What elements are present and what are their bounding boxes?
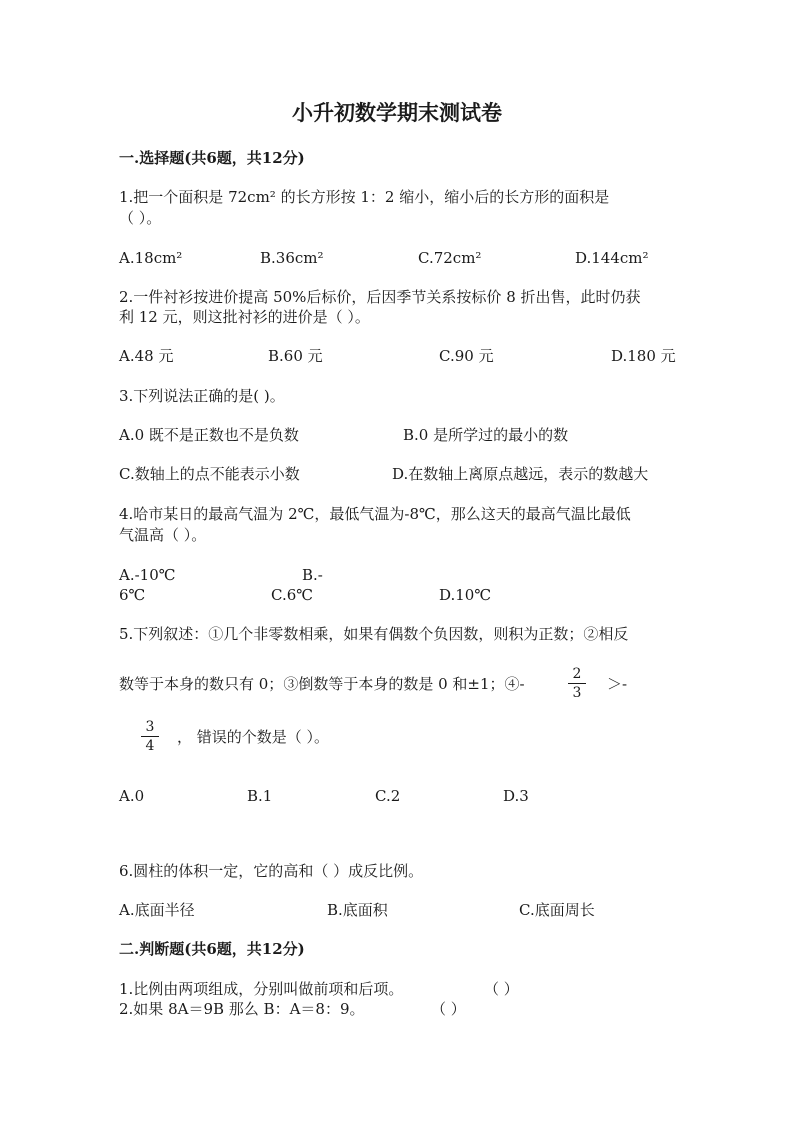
question-4-option-b: B.-	[302, 566, 323, 584]
question-2-option-c: C.90 元	[439, 347, 494, 365]
judgement-2-text: 2.如果 8A＝9B 那么 B：A＝8：9。	[119, 1000, 365, 1018]
judgement-2-blank: （ ）	[431, 1000, 466, 1018]
question-4-text: 4.哈市某日的最高气温为 2℃，最低气温为-8℃，那么这天的最高气温比最低	[119, 505, 631, 523]
question-5-text-end: ， 错误的个数是（ ）。	[177, 728, 330, 746]
question-5-comparison: ＞-	[607, 675, 628, 693]
question-3-option-b: B.0 是所学过的最小的数	[403, 426, 569, 444]
question-5-option-b: B.1	[247, 787, 273, 805]
question-1-option-b: B.36cm²	[260, 249, 324, 267]
fraction-three-quarters	[141, 719, 159, 754]
question-1-option-c: C.72cm²	[418, 249, 482, 267]
judgement-1-text: 1.比例由两项组成，分别叫做前项和后项。	[119, 980, 404, 998]
question-4-option-c: C.6℃	[271, 586, 314, 604]
question-2-text: 2.一件衬衫按进价提高 50%后标价，后因季节关系按标价 8 折出售，此时仍获	[119, 288, 641, 306]
question-2-option-d: D.180 元	[611, 347, 676, 365]
question-3-option-c: C.数轴上的点不能表示小数	[119, 465, 300, 483]
question-3-option-d: D.在数轴上离原点越远，表示的数越大	[392, 465, 649, 483]
question-1-option-d: D.144cm²	[575, 249, 649, 267]
section-heading-judgement: 二.判断题(共6题，共12分)	[119, 940, 305, 958]
question-4-option-b-cont: 6℃	[119, 586, 146, 604]
question-3-option-a: A.0 既不是正数也不是负数	[119, 426, 299, 444]
question-2-option-b: B.60 元	[268, 347, 323, 365]
question-4-option-d: D.10℃	[439, 586, 492, 604]
question-4-text-cont: 气温高（ ）。	[119, 526, 207, 544]
question-5-text: 5.下列叙述：①几个非零数相乘，如果有偶数个负因数，则积为正数；②相反	[119, 625, 629, 643]
question-6-option-c: C.底面周长	[519, 901, 595, 919]
fraction-bar	[141, 736, 159, 737]
fraction-denominator: 4	[145, 738, 155, 754]
section-heading-choice: 一.选择题(共6题，共12分)	[119, 149, 305, 167]
fraction-numerator: 2	[572, 666, 582, 682]
question-2-text-cont: 利 12 元，则这批衬衫的进价是（ ）。	[119, 308, 370, 326]
question-1-text: 1.把一个面积是 72cm² 的长方形按 1：2 缩小，缩小后的长方形的面积是	[119, 188, 610, 206]
question-5-option-c: C.2	[375, 787, 401, 805]
question-2-option-a: A.48 元	[119, 347, 174, 365]
question-3-text: 3.下列说法正确的是( )。	[119, 387, 285, 405]
question-4-option-a: A.-10℃	[119, 566, 176, 584]
question-6-option-b: B.底面积	[327, 901, 388, 919]
fraction-two-thirds	[568, 666, 586, 701]
question-5-option-d: D.3	[503, 787, 529, 805]
fraction-bar	[568, 683, 586, 684]
question-6-text: 6.圆柱的体积一定，它的高和（ ）成反比例。	[119, 862, 424, 880]
question-6-option-a: A.底面半径	[119, 901, 195, 919]
page-title: 小升初数学期末测试卷	[292, 100, 502, 125]
question-5-option-a: A.0	[119, 787, 145, 805]
question-5-text-cont: 数等于本身的数只有 0；③倒数等于本身的数是 0 和±1；④-	[119, 675, 525, 693]
fraction-numerator: 3	[145, 719, 155, 735]
judgement-1-blank: （ ）	[484, 980, 519, 998]
question-1-blank: （ ）。	[119, 209, 162, 227]
question-1-option-a: A.18cm²	[119, 249, 183, 267]
fraction-denominator: 3	[572, 685, 582, 701]
